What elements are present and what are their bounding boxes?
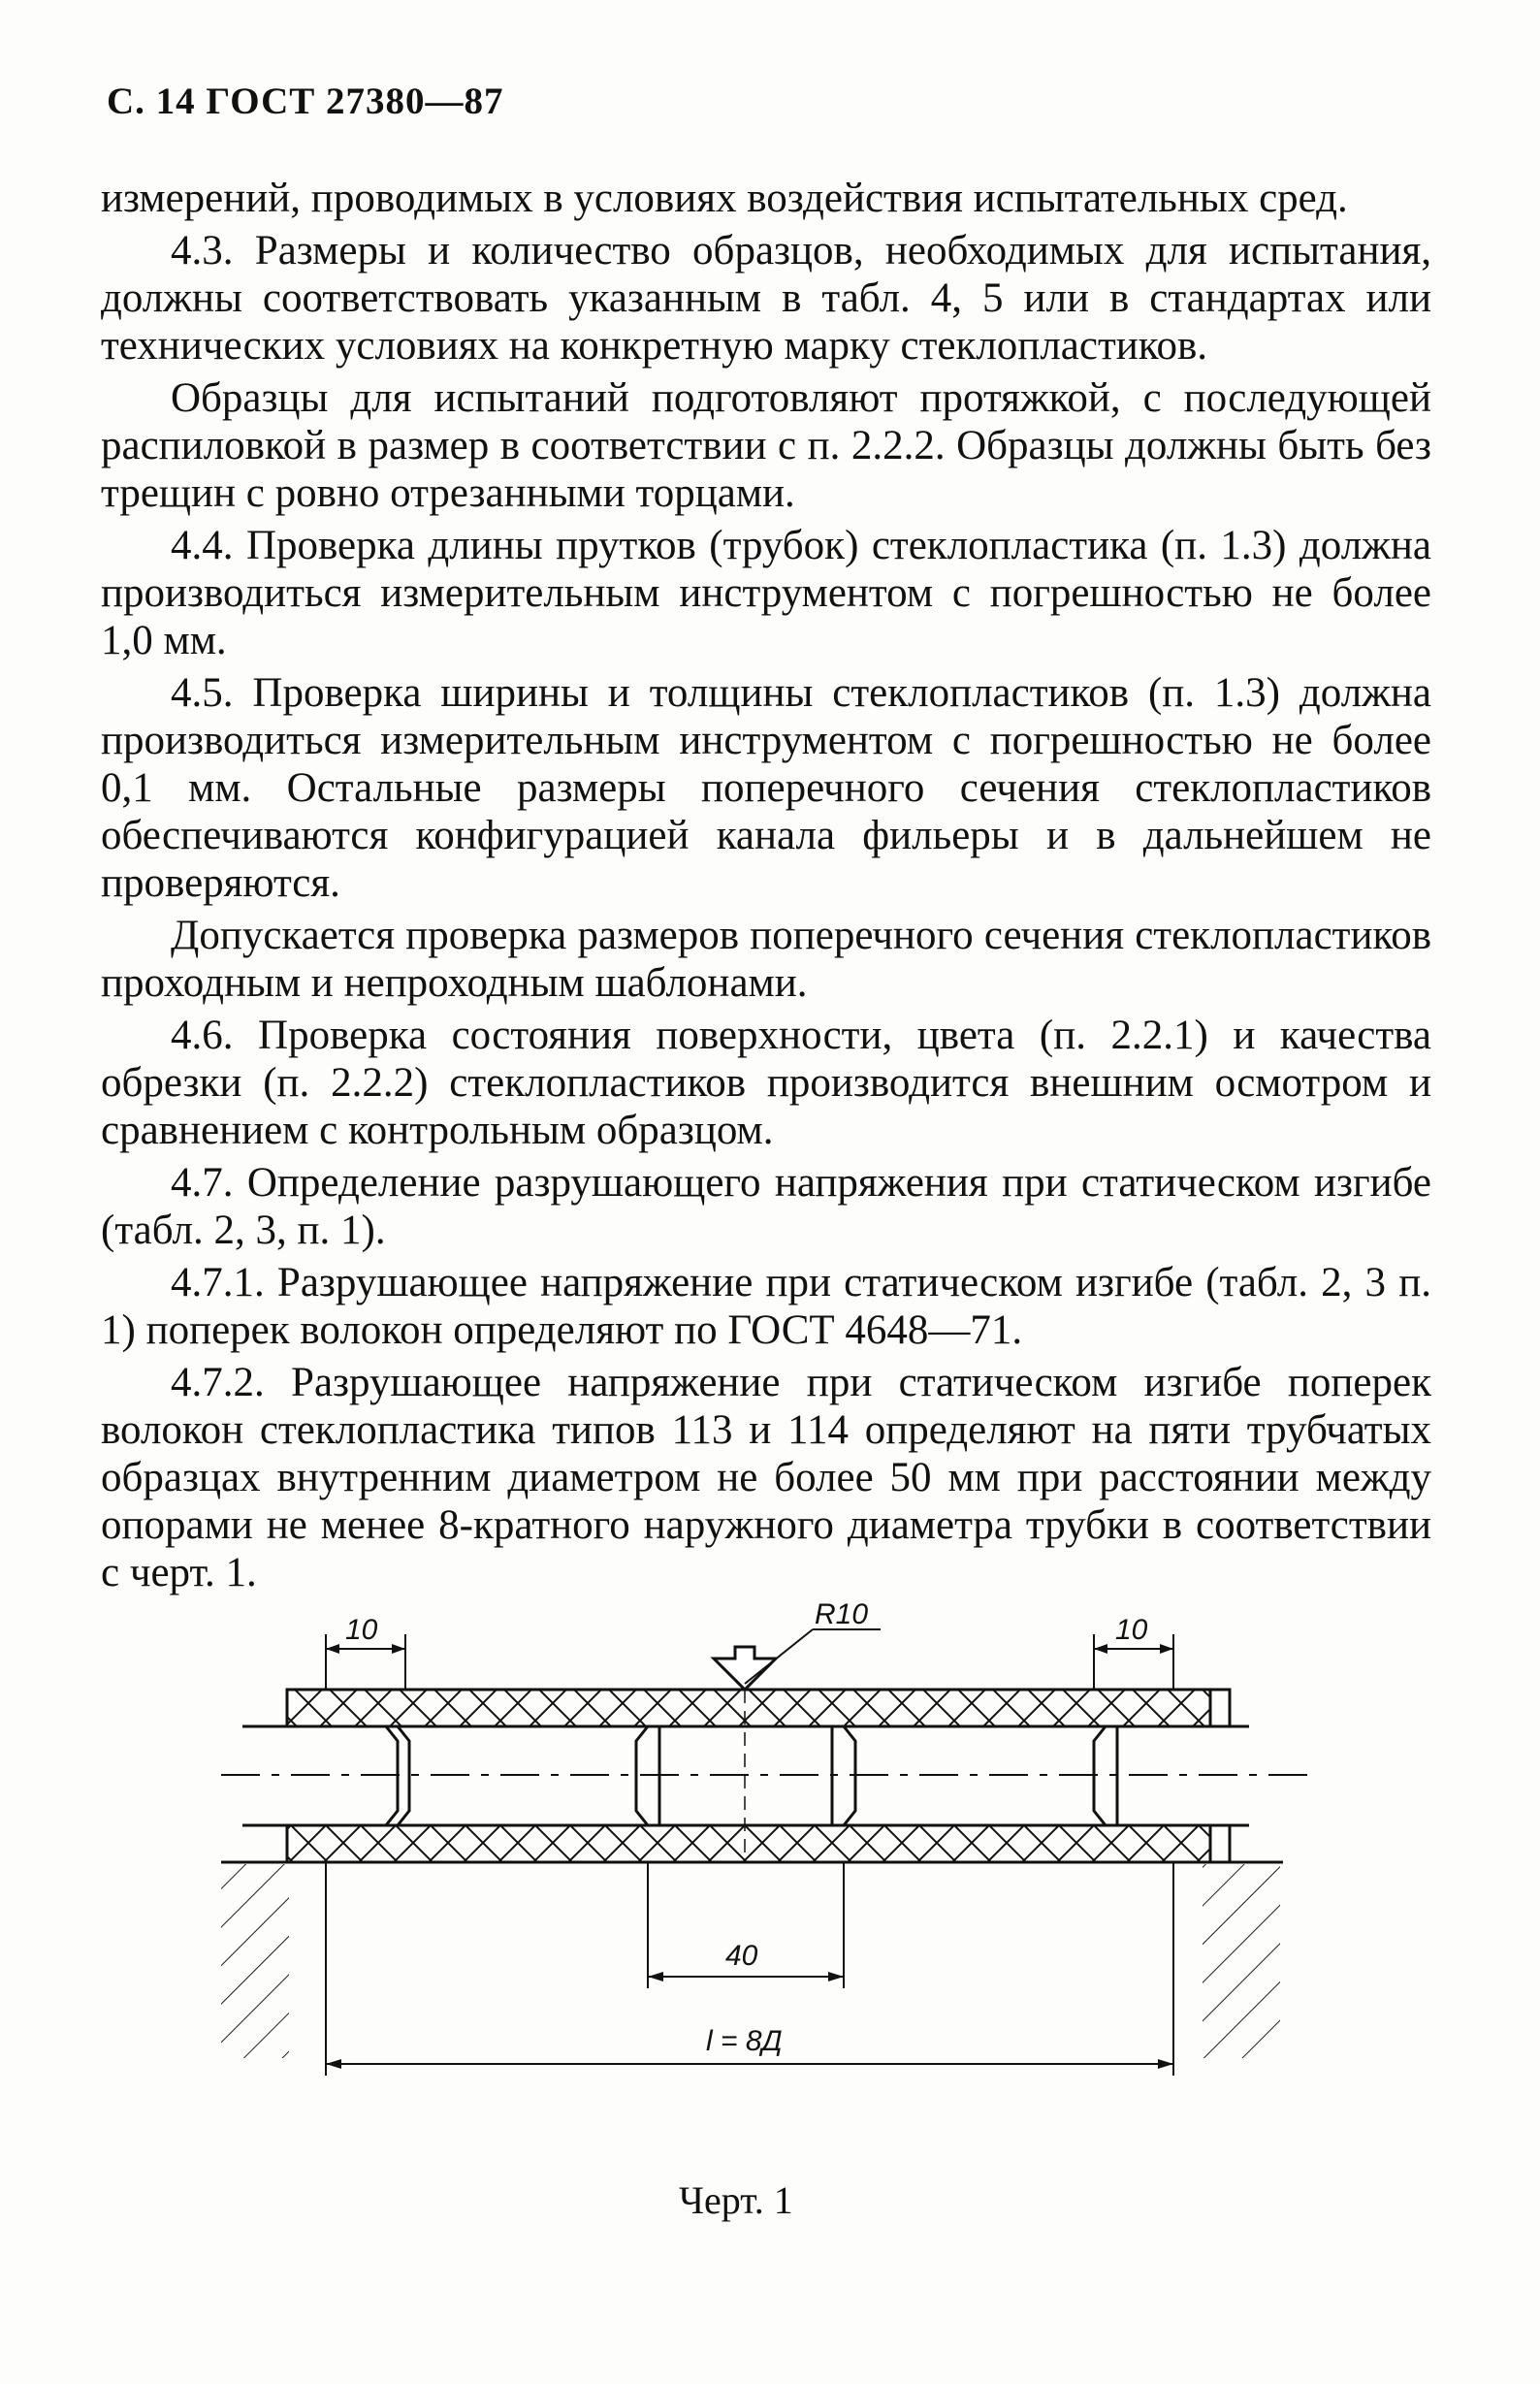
- paragraph-4-7: 4.7. Определение разрушающего напряжения при статическом изгибе (табл. 2, 3, п. 1).: [101, 1160, 1431, 1253]
- page-header: С. 14 ГОСТ 27380—87: [107, 81, 504, 122]
- figure-caption: Черт. 1: [679, 2178, 793, 2222]
- label-r10: R10: [815, 1598, 869, 1630]
- tube-wall-bottom: [287, 1825, 1210, 1862]
- label-span: l = 8Д: [706, 2025, 783, 2057]
- paragraph-4-6: 4.6. Проверка состояния поверхности, цвета (п. 2.2.1) и качества обрезки (п. 2.2.2) стеклопластиков производится внешним осмотром и сравнением с контрольным образцом.: [101, 1013, 1431, 1153]
- label-40: 40: [725, 1940, 758, 1972]
- label-left-10: 10: [345, 1614, 378, 1646]
- paragraph-4-4: 4.4. Проверка длины прутков (трубок) стеклопластика (п. 1.3) должна производиться измерительным инструментом с погрешностью не более 1,0 мм.: [101, 523, 1431, 663]
- paragraph-4-3: 4.3. Размеры и количество образцов, необходимых для испытания, должны соответствовать указанным в табл. 4, 5 или в стандартах или технических условиях на конкретную марку стеклопластиков.: [101, 228, 1431, 369]
- paragraph: Образцы для испытаний подготовляют протяжкой, с последующей распиловкой в размер в соответствии с п. 2.2.2. Образцы должны быть без трещин с ровно отрезанными торцами.: [101, 375, 1431, 516]
- paragraph-4-5: 4.5. Проверка ширины и толщины стеклопластиков (п. 1.3) должна производиться измерительным инструментом с погрешностью не более 0,1 мм. Остальные размеры поперечного сечения стеклопластиков обеспечиваются конфигурацией канала фильеры и в дальнейшем не проверяются.: [101, 670, 1431, 906]
- body-text: [101, 175, 1431, 1601]
- label-right-10: 10: [1115, 1614, 1148, 1646]
- tube-wall-top: [287, 1690, 1210, 1726]
- paragraph-4-7-1: 4.7.1. Разрушающее напряжение при статическом изгибе (табл. 2, 3 п. 1) поперек волокон определяют по ГОСТ 4648—71.: [101, 1260, 1431, 1353]
- bending-test-drawing: [221, 1581, 1317, 2163]
- paragraph: измерений, проводимых в условиях воздействия испытательных сред.: [101, 176, 1348, 221]
- paragraph: Допускается проверка размеров поперечного сечения стеклопластиков проходным и непроходным шаблонами.: [101, 913, 1431, 1006]
- paragraph-4-7-2: 4.7.2. Разрушающее напряжение при статическом изгибе поперек волокон стеклопластика типов 113 и 114 определяют на пяти трубчатых образцах внутренним диаметром не более 50 мм при расстоянии между опорами не менее 8-кратного наружного диаметра трубки в соответствии с черт. 1.: [101, 1360, 1431, 1595]
